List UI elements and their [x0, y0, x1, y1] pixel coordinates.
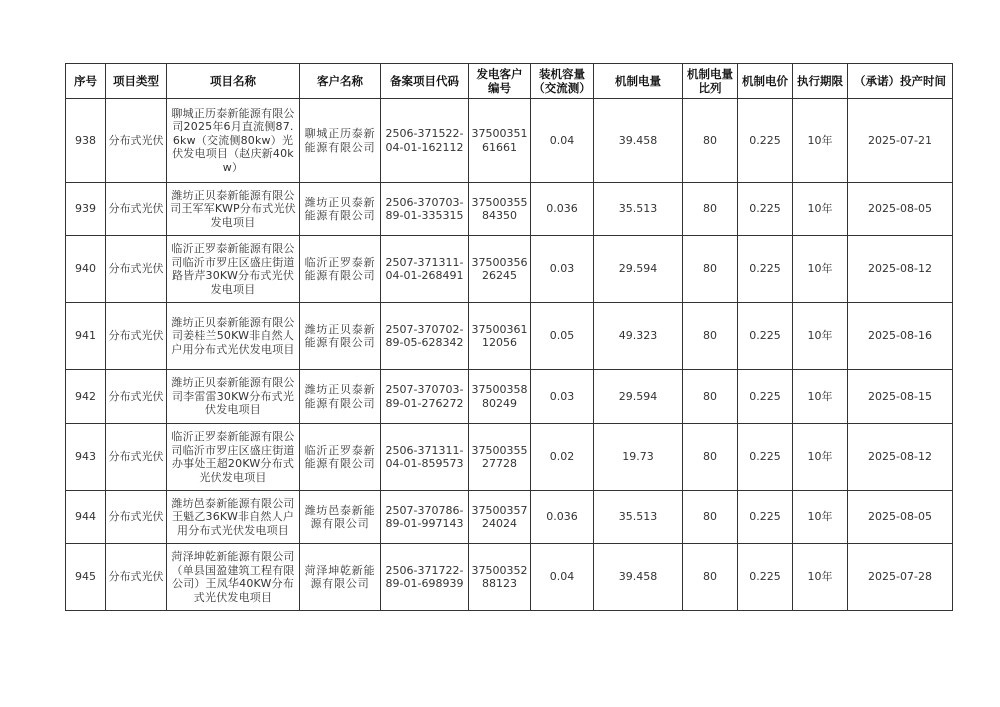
project-table: [65, 63, 953, 611]
cell-type: 分布式光伏: [106, 491, 167, 544]
cell-price: 0.225: [738, 99, 793, 183]
cell-code: 2506-371722-89-01-698939: [381, 544, 469, 611]
header-seq: 序号: [66, 64, 106, 99]
cell-capacity: 0.036: [531, 491, 594, 544]
header-energy: 机制电量: [594, 64, 683, 99]
cell-capacity: 0.04: [531, 99, 594, 183]
header-ratio: 机制电量比列: [683, 64, 738, 99]
cell-type: 分布式光伏: [106, 544, 167, 611]
cell-code: 2506-370703-89-01-335315: [381, 183, 469, 236]
cell-name: 聊城正历泰新能源有限公司2025年6月直流侧87.6kw（交流侧80kw）光伏发电项目（赵庆新40kw）: [167, 99, 300, 183]
table-row: [66, 183, 953, 236]
cell-name: 临沂正罗泰新能源有限公司临沂市罗庄区盛庄街道办事处王超20KW分布式光伏发电项目: [167, 424, 300, 491]
cell-energy: 19.73: [594, 424, 683, 491]
table-row: [66, 370, 953, 424]
cell-price: 0.225: [738, 370, 793, 424]
cell-date: 2025-08-15: [848, 370, 953, 424]
cell-energy: 29.594: [594, 370, 683, 424]
cell-ratio: 80: [683, 303, 738, 370]
cell-type: 分布式光伏: [106, 99, 167, 183]
cell-date: 2025-07-28: [848, 544, 953, 611]
cell-seq: 941: [66, 303, 106, 370]
cell-seq: 943: [66, 424, 106, 491]
cell-energy: 39.458: [594, 544, 683, 611]
cell-type: 分布式光伏: [106, 183, 167, 236]
header-term: 执行期限: [793, 64, 848, 99]
cell-type: 分布式光伏: [106, 370, 167, 424]
table-row: [66, 424, 953, 491]
header-name: 项目名称: [167, 64, 300, 99]
cell-price: 0.225: [738, 236, 793, 303]
cell-customer: 潍坊正贝泰新能源有限公司: [300, 303, 381, 370]
header-type: 项目类型: [106, 64, 167, 99]
cell-date: 2025-08-12: [848, 236, 953, 303]
cell-customer: 潍坊正贝泰新能源有限公司: [300, 370, 381, 424]
cell-seq: 942: [66, 370, 106, 424]
header-customer: 客户名称: [300, 64, 381, 99]
cell-price: 0.225: [738, 183, 793, 236]
cell-term: 10年: [793, 303, 848, 370]
cell-price: 0.225: [738, 491, 793, 544]
cell-customer-no: 3750035584350: [469, 183, 531, 236]
cell-name: 菏泽坤乾新能源有限公司（单县国盈建筑工程有限公司）王凤华40KW分布式光伏发电项目: [167, 544, 300, 611]
cell-ratio: 80: [683, 99, 738, 183]
cell-term: 10年: [793, 183, 848, 236]
cell-customer: 临沂正罗泰新能源有限公司: [300, 236, 381, 303]
cell-customer-no: 3750035288123: [469, 544, 531, 611]
cell-date: 2025-08-05: [848, 183, 953, 236]
cell-term: 10年: [793, 491, 848, 544]
cell-term: 10年: [793, 370, 848, 424]
header-code: 备案项目代码: [381, 64, 469, 99]
cell-name: 临沂正罗泰新能源有限公司临沂市罗庄区盛庄街道路皆芹30KW分布式光伏发电项目: [167, 236, 300, 303]
cell-seq: 939: [66, 183, 106, 236]
cell-code: 2506-371522-04-01-162112: [381, 99, 469, 183]
cell-energy: 29.594: [594, 236, 683, 303]
header-customer-no: 发电客户编号: [469, 64, 531, 99]
cell-capacity: 0.04: [531, 544, 594, 611]
cell-customer: 聊城正历泰新能源有限公司: [300, 99, 381, 183]
cell-energy: 49.323: [594, 303, 683, 370]
cell-date: 2025-07-21: [848, 99, 953, 183]
cell-date: 2025-08-12: [848, 424, 953, 491]
cell-code: 2507-370703-89-01-276272: [381, 370, 469, 424]
cell-code: 2507-370786-89-01-997143: [381, 491, 469, 544]
cell-price: 0.225: [738, 303, 793, 370]
cell-seq: 944: [66, 491, 106, 544]
cell-capacity: 0.02: [531, 424, 594, 491]
cell-term: 10年: [793, 236, 848, 303]
cell-price: 0.225: [738, 544, 793, 611]
cell-seq: 940: [66, 236, 106, 303]
cell-term: 10年: [793, 544, 848, 611]
cell-price: 0.225: [738, 424, 793, 491]
cell-customer-no: 3750035161661: [469, 99, 531, 183]
header-capacity: 装机容量（交流测）: [531, 64, 594, 99]
table-row: [66, 544, 953, 611]
cell-customer: 菏泽坤乾新能源有限公司: [300, 544, 381, 611]
table-row: [66, 303, 953, 370]
cell-type: 分布式光伏: [106, 424, 167, 491]
cell-code: 2507-370702-89-05-628342: [381, 303, 469, 370]
header-date: （承诺）投产时间: [848, 64, 953, 99]
cell-ratio: 80: [683, 183, 738, 236]
cell-date: 2025-08-05: [848, 491, 953, 544]
cell-energy: 35.513: [594, 491, 683, 544]
cell-code: 2507-371311-04-01-268491: [381, 236, 469, 303]
table-header-row: [66, 64, 953, 99]
cell-date: 2025-08-16: [848, 303, 953, 370]
cell-type: 分布式光伏: [106, 303, 167, 370]
cell-seq: 945: [66, 544, 106, 611]
table-row: [66, 491, 953, 544]
cell-ratio: 80: [683, 491, 738, 544]
cell-energy: 39.458: [594, 99, 683, 183]
cell-customer: 临沂正罗泰新能源有限公司: [300, 424, 381, 491]
cell-ratio: 80: [683, 236, 738, 303]
cell-customer-no: 3750035626245: [469, 236, 531, 303]
cell-capacity: 0.03: [531, 236, 594, 303]
cell-ratio: 80: [683, 544, 738, 611]
cell-capacity: 0.05: [531, 303, 594, 370]
cell-name: 潍坊正贝泰新能源有限公司姜桂兰50KW非自然人户用分布式光伏发电项目: [167, 303, 300, 370]
cell-term: 10年: [793, 424, 848, 491]
cell-type: 分布式光伏: [106, 236, 167, 303]
cell-customer: 潍坊正贝泰新能源有限公司: [300, 183, 381, 236]
cell-capacity: 0.03: [531, 370, 594, 424]
table-row: [66, 236, 953, 303]
cell-ratio: 80: [683, 370, 738, 424]
cell-name: 潍坊正贝泰新能源有限公司李雷雷30KW分布式光伏发电项目: [167, 370, 300, 424]
header-price: 机制电价: [738, 64, 793, 99]
cell-customer: 潍坊邑泰新能源有限公司: [300, 491, 381, 544]
cell-customer-no: 3750035880249: [469, 370, 531, 424]
cell-customer-no: 3750036112056: [469, 303, 531, 370]
cell-code: 2506-371311-04-01-859573: [381, 424, 469, 491]
cell-seq: 938: [66, 99, 106, 183]
cell-term: 10年: [793, 99, 848, 183]
cell-customer-no: 3750035527728: [469, 424, 531, 491]
cell-name: 潍坊正贝泰新能源有限公司王军军KWP分布式光伏发电项目: [167, 183, 300, 236]
cell-capacity: 0.036: [531, 183, 594, 236]
table-row: [66, 99, 953, 183]
cell-ratio: 80: [683, 424, 738, 491]
cell-name: 潍坊邑泰新能源有限公司王魁乙36KW非自然人户用分布式光伏发电项目: [167, 491, 300, 544]
cell-customer-no: 3750035724024: [469, 491, 531, 544]
cell-energy: 35.513: [594, 183, 683, 236]
